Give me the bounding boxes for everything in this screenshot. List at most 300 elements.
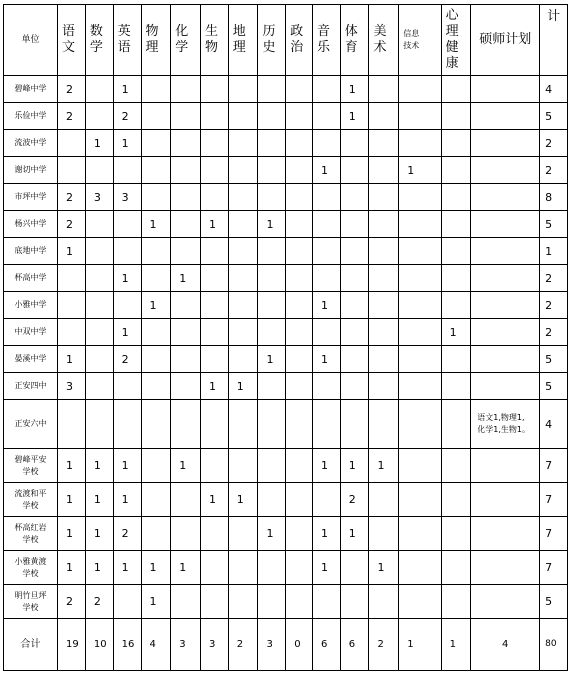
subject-header-math: 数 学 xyxy=(85,5,113,76)
count-cell xyxy=(85,373,113,400)
count-cell xyxy=(340,400,369,449)
row-total: 7 xyxy=(540,449,568,483)
school-name: 杨兴中学 xyxy=(4,211,58,238)
count-cell xyxy=(141,400,171,449)
count-cell: 1 xyxy=(258,211,286,238)
table-row xyxy=(4,211,568,238)
count-cell xyxy=(471,585,540,619)
count-cell: 1 xyxy=(85,517,113,551)
sum-cell: 2 xyxy=(228,619,258,671)
count-cell: 2 xyxy=(113,103,141,130)
count-cell xyxy=(399,319,441,346)
count-cell xyxy=(113,238,141,265)
row-total: 5 xyxy=(540,373,568,400)
count-cell: 1 xyxy=(312,157,340,184)
count-cell xyxy=(471,517,540,551)
count-cell: 1 xyxy=(113,76,141,103)
school-name: 流渡和平 学校 xyxy=(4,483,58,517)
count-cell xyxy=(286,373,313,400)
count-cell xyxy=(286,551,313,585)
table-row xyxy=(4,319,568,346)
count-cell xyxy=(441,449,471,483)
count-cell xyxy=(471,211,540,238)
count-cell: 2 xyxy=(57,211,85,238)
row-total: 1 xyxy=(540,238,568,265)
count-cell: 2 xyxy=(85,585,113,619)
count-cell: 1 xyxy=(369,551,399,585)
count-cell xyxy=(286,483,313,517)
count-cell xyxy=(399,211,441,238)
count-cell xyxy=(369,76,399,103)
subject-header-politics: 政 治 xyxy=(286,5,313,76)
count-cell xyxy=(85,238,113,265)
sum-cell: 1 xyxy=(399,619,441,671)
count-cell xyxy=(228,184,258,211)
count-cell xyxy=(200,346,228,373)
sum-cell: 10 xyxy=(85,619,113,671)
count-cell xyxy=(141,373,171,400)
count-cell xyxy=(312,76,340,103)
count-cell xyxy=(369,130,399,157)
subject-header-chemistry: 化 学 xyxy=(171,5,201,76)
sum-row xyxy=(4,619,568,671)
count-cell xyxy=(441,346,471,373)
count-cell xyxy=(171,483,201,517)
count-cell xyxy=(441,130,471,157)
count-cell xyxy=(369,319,399,346)
count-cell xyxy=(228,130,258,157)
count-cell xyxy=(286,184,313,211)
count-cell xyxy=(171,184,201,211)
count-cell xyxy=(471,551,540,585)
sum-cell: 3 xyxy=(171,619,201,671)
subject-header-geography: 地 理 xyxy=(228,5,258,76)
count-cell: 3 xyxy=(57,373,85,400)
count-cell xyxy=(441,265,471,292)
count-cell: 1 xyxy=(85,449,113,483)
count-cell xyxy=(340,585,369,619)
count-cell xyxy=(171,157,201,184)
school-name: 流波中学 xyxy=(4,130,58,157)
row-total: 2 xyxy=(540,157,568,184)
count-cell: 2 xyxy=(57,585,85,619)
count-cell xyxy=(228,211,258,238)
row-total: 5 xyxy=(540,585,568,619)
count-cell xyxy=(340,184,369,211)
count-cell: 2 xyxy=(113,346,141,373)
sum-cell: 4 xyxy=(471,619,540,671)
count-cell xyxy=(471,319,540,346)
count-cell xyxy=(258,103,286,130)
count-cell: 1 xyxy=(312,346,340,373)
count-cell xyxy=(369,238,399,265)
table-row xyxy=(4,103,568,130)
row-total: 2 xyxy=(540,130,568,157)
count-cell: 1 xyxy=(57,551,85,585)
subject-header-english: 英 语 xyxy=(113,5,141,76)
school-name: 碧峰中学 xyxy=(4,76,58,103)
school-name: 晏溪中学 xyxy=(4,346,58,373)
row-total: 7 xyxy=(540,483,568,517)
count-cell: 2 xyxy=(340,483,369,517)
count-cell xyxy=(340,157,369,184)
count-cell xyxy=(57,130,85,157)
count-cell xyxy=(441,551,471,585)
school-name: 谢切中学 xyxy=(4,157,58,184)
count-cell xyxy=(258,76,286,103)
count-cell: 1 xyxy=(113,449,141,483)
count-cell xyxy=(171,211,201,238)
sum-cell: 3 xyxy=(258,619,286,671)
subject-header-chinese: 语 文 xyxy=(57,5,85,76)
table-row xyxy=(4,585,568,619)
count-cell xyxy=(171,292,201,319)
count-cell xyxy=(141,483,171,517)
count-cell xyxy=(228,551,258,585)
count-cell xyxy=(312,483,340,517)
count-cell: 2 xyxy=(57,76,85,103)
count-cell: 1 xyxy=(85,551,113,585)
count-cell xyxy=(312,130,340,157)
count-cell xyxy=(85,292,113,319)
count-cell xyxy=(441,211,471,238)
count-cell xyxy=(113,585,141,619)
row-total: 4 xyxy=(540,76,568,103)
count-cell: 2 xyxy=(57,103,85,130)
count-cell: 1 xyxy=(312,551,340,585)
subject-header-biology: 生 物 xyxy=(200,5,228,76)
count-cell xyxy=(113,373,141,400)
count-cell: 1 xyxy=(57,449,85,483)
count-cell xyxy=(369,346,399,373)
count-cell xyxy=(441,103,471,130)
count-cell xyxy=(399,76,441,103)
school-name: 碧峰平安 学校 xyxy=(4,449,58,483)
count-cell xyxy=(171,319,201,346)
count-cell xyxy=(286,292,313,319)
count-cell xyxy=(141,346,171,373)
count-cell xyxy=(258,483,286,517)
count-cell: 3 xyxy=(85,184,113,211)
row-total: 4 xyxy=(540,400,568,449)
count-cell xyxy=(171,130,201,157)
count-cell xyxy=(286,449,313,483)
row-total: 8 xyxy=(540,184,568,211)
count-cell xyxy=(399,373,441,400)
row-total: 2 xyxy=(540,265,568,292)
count-cell xyxy=(340,130,369,157)
count-cell xyxy=(171,346,201,373)
count-cell xyxy=(258,319,286,346)
count-cell xyxy=(471,483,540,517)
count-cell xyxy=(441,400,471,449)
count-cell xyxy=(200,585,228,619)
sum-cell: 3 xyxy=(200,619,228,671)
count-cell xyxy=(340,211,369,238)
row-total: 7 xyxy=(540,517,568,551)
count-cell xyxy=(171,103,201,130)
count-cell xyxy=(200,130,228,157)
table-row xyxy=(4,157,568,184)
count-cell: 1 xyxy=(57,346,85,373)
count-cell xyxy=(471,373,540,400)
table-row xyxy=(4,373,568,400)
count-cell xyxy=(369,292,399,319)
count-cell xyxy=(141,319,171,346)
school-name: 底地中学 xyxy=(4,238,58,265)
count-cell xyxy=(441,483,471,517)
count-cell xyxy=(200,238,228,265)
count-cell xyxy=(258,373,286,400)
count-cell xyxy=(441,238,471,265)
count-cell: 1 xyxy=(340,103,369,130)
count-cell: 1 xyxy=(57,238,85,265)
count-cell xyxy=(200,292,228,319)
table-row xyxy=(4,76,568,103)
count-cell xyxy=(200,103,228,130)
count-cell: 1 xyxy=(171,551,201,585)
subject-header-music: 音 乐 xyxy=(312,5,340,76)
count-cell xyxy=(141,103,171,130)
count-cell xyxy=(399,265,441,292)
table-row xyxy=(4,292,568,319)
count-cell xyxy=(369,585,399,619)
table-row xyxy=(4,265,568,292)
count-cell xyxy=(312,103,340,130)
count-cell: 1 xyxy=(228,483,258,517)
school-name: 正安四中 xyxy=(4,373,58,400)
count-cell xyxy=(171,400,201,449)
count-cell xyxy=(228,585,258,619)
count-cell xyxy=(441,373,471,400)
school-name: 市坪中学 xyxy=(4,184,58,211)
count-cell: 1 xyxy=(312,517,340,551)
count-cell xyxy=(113,292,141,319)
count-cell: 1 xyxy=(141,292,171,319)
count-cell xyxy=(200,449,228,483)
count-cell: 1 xyxy=(57,517,85,551)
count-cell xyxy=(471,238,540,265)
count-cell: 1 xyxy=(200,373,228,400)
count-cell: 1 xyxy=(113,483,141,517)
count-cell xyxy=(171,373,201,400)
count-cell: 1 xyxy=(113,551,141,585)
count-cell: 1 xyxy=(113,130,141,157)
count-cell xyxy=(286,517,313,551)
count-cell: 1 xyxy=(141,585,171,619)
sum-cell: 6 xyxy=(312,619,340,671)
count-cell xyxy=(200,157,228,184)
count-cell xyxy=(113,157,141,184)
count-cell xyxy=(228,238,258,265)
row-total: 5 xyxy=(540,346,568,373)
count-cell xyxy=(399,483,441,517)
sum-cell: 1 xyxy=(441,619,471,671)
count-cell xyxy=(141,449,171,483)
count-cell xyxy=(228,449,258,483)
count-cell xyxy=(141,184,171,211)
count-cell xyxy=(340,265,369,292)
school-name: 小雅中学 xyxy=(4,292,58,319)
count-cell: 1 xyxy=(340,76,369,103)
count-cell xyxy=(228,103,258,130)
count-cell xyxy=(286,265,313,292)
count-cell xyxy=(399,551,441,585)
count-cell xyxy=(286,76,313,103)
count-cell xyxy=(471,292,540,319)
subject-header-pe: 体 育 xyxy=(340,5,369,76)
sum-label: 合计 xyxy=(4,619,58,671)
count-cell xyxy=(399,130,441,157)
count-cell: 1 xyxy=(85,130,113,157)
count-cell: 1 xyxy=(340,449,369,483)
count-cell xyxy=(340,551,369,585)
sum-cell: 6 xyxy=(340,619,369,671)
count-cell: 1 xyxy=(369,449,399,483)
row-total: 7 xyxy=(540,551,568,585)
count-cell xyxy=(369,373,399,400)
count-cell: 1 xyxy=(171,449,201,483)
count-cell xyxy=(286,103,313,130)
count-cell: 2 xyxy=(113,517,141,551)
count-cell xyxy=(471,130,540,157)
count-cell: 1 xyxy=(340,517,369,551)
plan-cell: 语文1,物理1, 化学1,生物1。 xyxy=(471,400,540,449)
count-cell xyxy=(85,346,113,373)
sum-cell: 0 xyxy=(286,619,313,671)
count-cell xyxy=(113,400,141,449)
subject-header-art: 美 术 xyxy=(369,5,399,76)
count-cell: 1 xyxy=(399,157,441,184)
count-cell: 3 xyxy=(113,184,141,211)
count-cell xyxy=(471,76,540,103)
count-cell xyxy=(85,319,113,346)
count-cell xyxy=(340,319,369,346)
count-cell xyxy=(399,400,441,449)
count-cell xyxy=(471,184,540,211)
count-cell xyxy=(286,319,313,346)
count-cell xyxy=(286,211,313,238)
count-cell xyxy=(228,292,258,319)
count-cell xyxy=(171,76,201,103)
count-cell xyxy=(228,400,258,449)
count-cell xyxy=(286,130,313,157)
school-name: 中双中学 xyxy=(4,319,58,346)
count-cell xyxy=(340,292,369,319)
staff-allocation-table xyxy=(3,4,568,671)
count-cell xyxy=(286,238,313,265)
count-cell xyxy=(399,517,441,551)
count-cell xyxy=(141,265,171,292)
table-row xyxy=(4,517,568,551)
count-cell xyxy=(258,449,286,483)
count-cell xyxy=(258,238,286,265)
count-cell xyxy=(312,184,340,211)
total-header: 计 xyxy=(540,5,568,76)
count-cell xyxy=(441,157,471,184)
unit-header: 单位 xyxy=(4,5,58,76)
count-cell xyxy=(171,517,201,551)
count-cell xyxy=(312,373,340,400)
count-cell xyxy=(369,184,399,211)
subject-header-it: 信息 技术 xyxy=(399,5,441,76)
school-name: 杯高红岩 学校 xyxy=(4,517,58,551)
count-cell xyxy=(57,265,85,292)
count-cell xyxy=(369,483,399,517)
count-cell xyxy=(471,265,540,292)
sum-cell: 4 xyxy=(141,619,171,671)
count-cell: 1 xyxy=(312,449,340,483)
row-total: 5 xyxy=(540,211,568,238)
sum-cell: 19 xyxy=(57,619,85,671)
count-cell xyxy=(200,400,228,449)
count-cell xyxy=(369,265,399,292)
count-cell xyxy=(141,76,171,103)
subject-header-psychology: 心 理 健 康 xyxy=(441,5,471,76)
count-cell xyxy=(312,238,340,265)
count-cell xyxy=(286,400,313,449)
school-name: 正安六中 xyxy=(4,400,58,449)
count-cell xyxy=(312,211,340,238)
count-cell xyxy=(57,319,85,346)
count-cell xyxy=(340,238,369,265)
count-cell xyxy=(340,346,369,373)
table-row xyxy=(4,346,568,373)
count-cell xyxy=(441,76,471,103)
count-cell xyxy=(399,449,441,483)
sum-cell: 16 xyxy=(113,619,141,671)
count-cell xyxy=(85,157,113,184)
count-cell xyxy=(141,157,171,184)
count-cell xyxy=(286,585,313,619)
table-row xyxy=(4,551,568,585)
table-row xyxy=(4,238,568,265)
count-cell xyxy=(228,517,258,551)
count-cell xyxy=(258,551,286,585)
subject-header-history: 历 史 xyxy=(258,5,286,76)
count-cell xyxy=(471,449,540,483)
count-cell xyxy=(441,184,471,211)
count-cell xyxy=(471,346,540,373)
count-cell xyxy=(258,292,286,319)
count-cell xyxy=(399,585,441,619)
plan-header: 硕师计划 xyxy=(471,5,540,76)
count-cell xyxy=(171,585,201,619)
count-cell xyxy=(258,184,286,211)
count-cell xyxy=(258,130,286,157)
table-row xyxy=(4,483,568,517)
count-cell xyxy=(228,76,258,103)
count-cell xyxy=(228,319,258,346)
grand-total: 80 xyxy=(540,619,568,671)
count-cell xyxy=(471,157,540,184)
count-cell xyxy=(369,211,399,238)
count-cell xyxy=(258,585,286,619)
count-cell xyxy=(441,517,471,551)
count-cell xyxy=(369,157,399,184)
count-cell xyxy=(228,157,258,184)
count-cell xyxy=(441,292,471,319)
row-total: 2 xyxy=(540,292,568,319)
count-cell xyxy=(340,373,369,400)
count-cell xyxy=(312,585,340,619)
count-cell: 1 xyxy=(141,211,171,238)
table-row xyxy=(4,130,568,157)
count-cell xyxy=(258,157,286,184)
count-cell xyxy=(228,265,258,292)
count-cell xyxy=(85,211,113,238)
count-cell xyxy=(85,265,113,292)
